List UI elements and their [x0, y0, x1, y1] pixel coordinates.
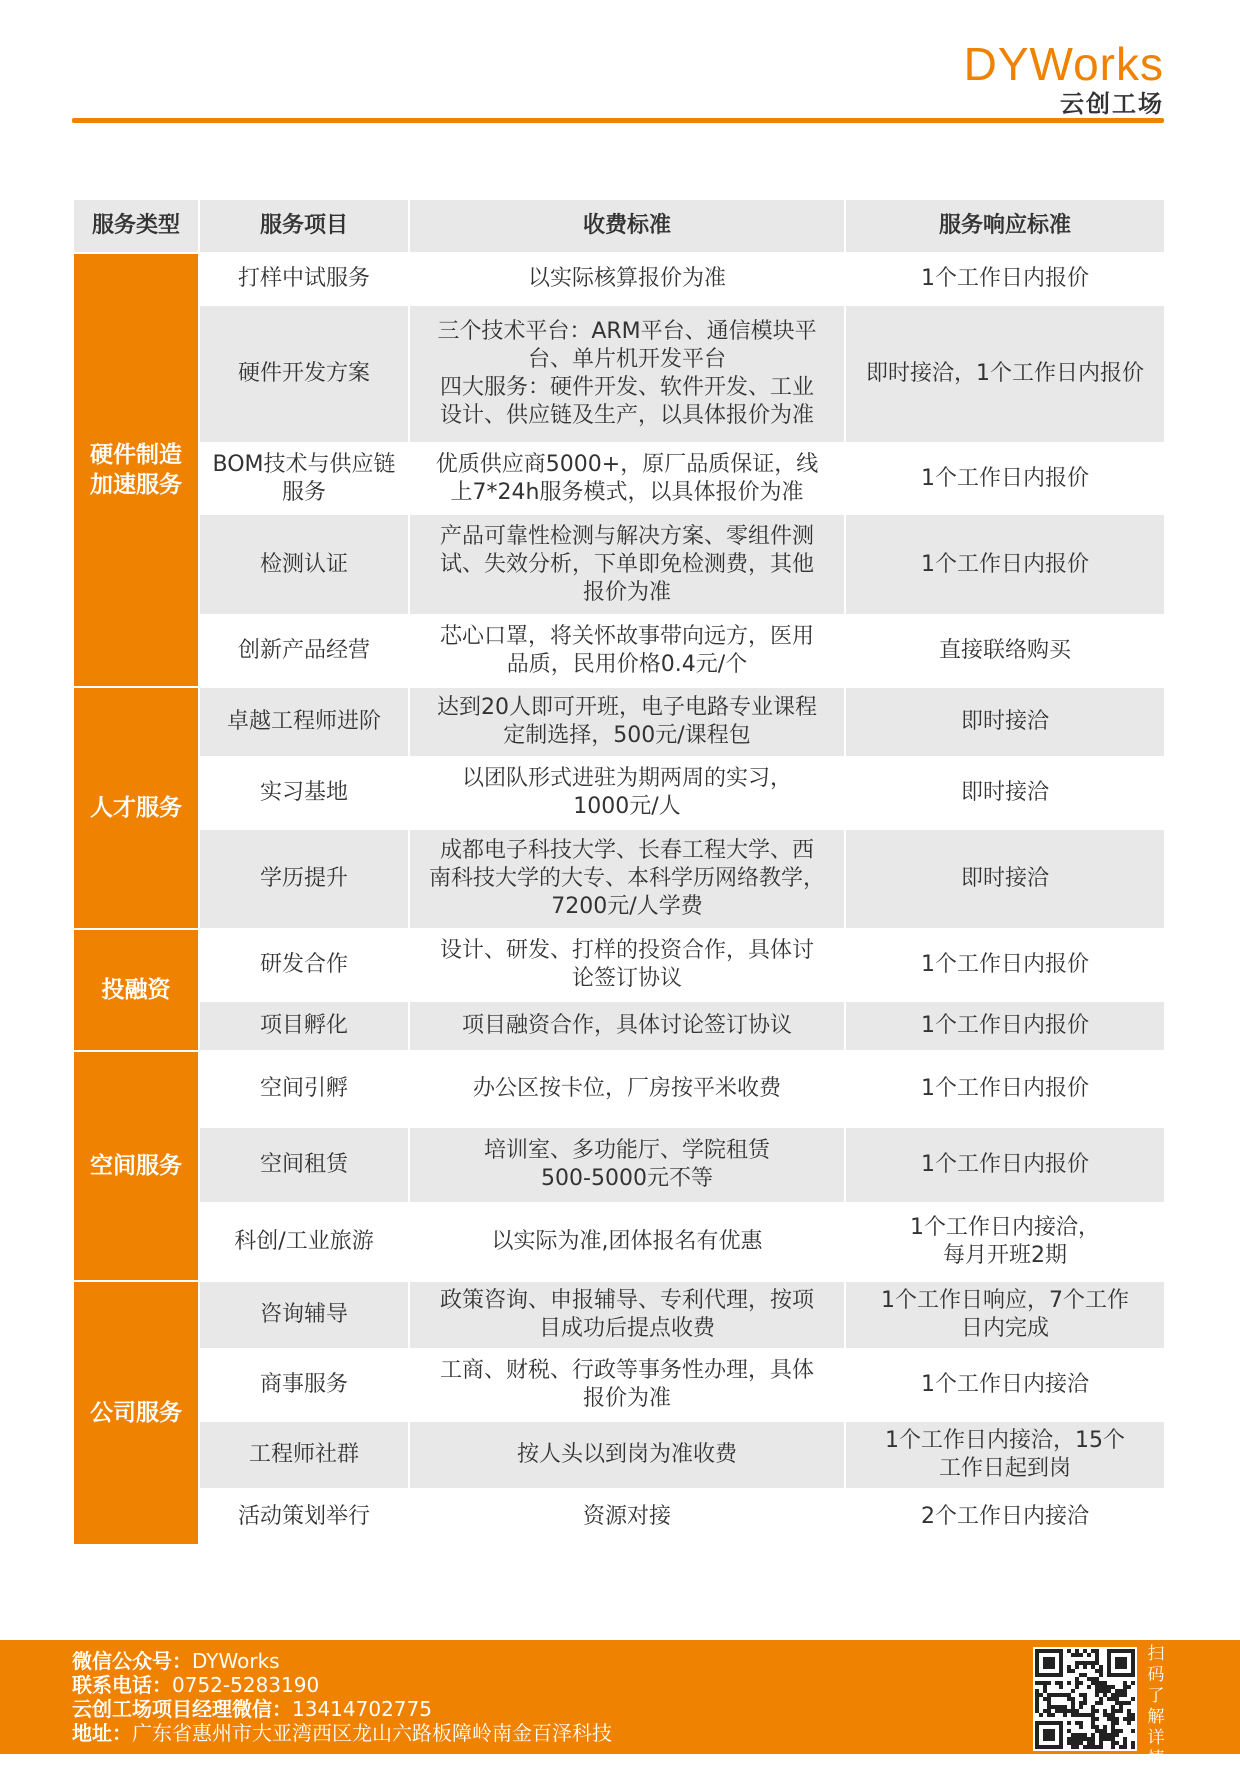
category-hardware: 硬件制造 加速服务 — [73, 253, 199, 687]
category-talent: 人才服务 — [73, 687, 199, 929]
response-standard: 1个工作日内接洽 — [845, 1349, 1165, 1421]
service-item: 学历提升 — [199, 829, 409, 929]
service-item: 空间引孵 — [199, 1051, 409, 1127]
response-standard: 1个工作日内报价 — [845, 929, 1165, 1001]
response-standard: 1个工作日响应，7个工作 日内完成 — [845, 1281, 1165, 1349]
category-space: 空间服务 — [73, 1051, 199, 1281]
service-item: 检测认证 — [199, 514, 409, 615]
category-company: 公司服务 — [73, 1281, 199, 1545]
fee-standard: 办公区按卡位，厂房按平米收费 — [409, 1051, 845, 1127]
category-investment: 投融资 — [73, 929, 199, 1051]
table-row — [73, 1421, 1165, 1489]
table-row — [73, 757, 1165, 829]
response-standard: 2个工作日内接洽 — [845, 1489, 1165, 1545]
contact-info — [72, 1649, 612, 1745]
header-service-type: 服务类型 — [73, 199, 199, 253]
table-row — [73, 1051, 1165, 1127]
service-item: 科创/工业旅游 — [199, 1203, 409, 1281]
response-standard: 直接联络购买 — [845, 615, 1165, 687]
service-item: 工程师社群 — [199, 1421, 409, 1489]
scan-caption: 扫码了解详情 — [1147, 1644, 1165, 1769]
service-item: 活动策划举行 — [199, 1489, 409, 1545]
fee-standard: 达到20人即可开班，电子电路专业课程 定制选择，500元/课程包 — [409, 687, 845, 757]
fee-standard: 工商、财税、行政等事务性办理，具体 报价为准 — [409, 1349, 845, 1421]
service-price-table — [72, 198, 1166, 1546]
table-row — [73, 443, 1165, 514]
fee-standard: 以实际核算报价为准 — [409, 253, 845, 305]
table-row — [73, 1127, 1165, 1203]
response-standard: 即时接洽 — [845, 757, 1165, 829]
response-standard: 1个工作日内接洽，15个 工作日起到岗 — [845, 1421, 1165, 1489]
table-row — [73, 929, 1165, 1001]
response-standard: 1个工作日内报价 — [845, 1127, 1165, 1203]
table-row — [73, 253, 1165, 305]
header-service-item: 服务项目 — [199, 199, 409, 253]
response-standard: 即时接洽 — [845, 829, 1165, 929]
service-item: 项目孵化 — [199, 1001, 409, 1051]
table-row — [73, 1281, 1165, 1349]
response-standard: 1个工作日内报价 — [845, 514, 1165, 615]
logo-wordmark: DYWorks — [963, 38, 1164, 90]
fee-standard: 项目融资合作，具体讨论签订协议 — [409, 1001, 845, 1051]
response-standard: 1个工作日内接洽， 每月开班2期 — [845, 1203, 1165, 1281]
brand-logo — [964, 38, 1164, 118]
fee-standard: 政策咨询、申报辅导、专利代理，按项 目成功后提点收费 — [409, 1281, 845, 1349]
footer-contact-bar — [0, 1640, 1240, 1769]
fee-standard: 资源对接 — [409, 1489, 845, 1545]
table-row — [73, 1203, 1165, 1281]
response-standard: 1个工作日内报价 — [845, 1051, 1165, 1127]
table-row — [73, 1349, 1165, 1421]
fee-standard: 产品可靠性检测与解决方案、零组件测 试、失效分析，下单即免检测费，其他 报价为准 — [409, 514, 845, 615]
service-item: 硬件开发方案 — [199, 305, 409, 443]
fee-standard: 三个技术平台：ARM平台、通信模块平 台、单片机开发平台 四大服务：硬件开发、软件开发、工业 设计、供应链及生产，以具体报价为准 — [409, 305, 845, 443]
table-row — [73, 829, 1165, 929]
fee-standard: 设计、研发、打样的投资合作，具体讨 论签订协议 — [409, 929, 845, 1001]
fee-standard: 成都电子科技大学、长春工程大学、西 南科技大学的大专、本科学历网络教学， 7200元/人学费 — [409, 829, 845, 929]
service-item: 实习基地 — [199, 757, 409, 829]
table-row — [73, 305, 1165, 443]
address-line: 地址：广东省惠州市大亚湾西区龙山六路板障岭南金百泽科技 — [72, 1721, 612, 1745]
service-item: 空间租赁 — [199, 1127, 409, 1203]
table-header-row — [73, 199, 1165, 253]
response-standard: 即时接洽，1个工作日内报价 — [845, 305, 1165, 443]
fee-standard: 以实际为准,团体报名有优惠 — [409, 1203, 845, 1281]
table-row — [73, 615, 1165, 687]
response-standard: 1个工作日内报价 — [845, 1001, 1165, 1051]
fee-standard: 培训室、多功能厅、学院租赁 500-5000元不等 — [409, 1127, 845, 1203]
logo-subtitle: 云创工场 — [1060, 90, 1164, 118]
qr-code-icon — [1033, 1647, 1137, 1751]
response-standard: 1个工作日内报价 — [845, 443, 1165, 514]
fee-standard: 优质供应商5000+，原厂品质保证，线 上7*24h服务模式，以具体报价为准 — [409, 443, 845, 514]
wechat-account-line: 微信公众号：DYWorks — [72, 1649, 280, 1673]
service-item: BOM技术与供应链 服务 — [199, 443, 409, 514]
service-item: 卓越工程师进阶 — [199, 687, 409, 757]
table-row — [73, 687, 1165, 757]
fee-standard: 芯心口罩，将关怀故事带向远方，医用 品质，民用价格0.4元/个 — [409, 615, 845, 687]
service-item: 研发合作 — [199, 929, 409, 1001]
response-standard: 即时接洽 — [845, 687, 1165, 757]
service-item: 创新产品经营 — [199, 615, 409, 687]
service-item: 打样中试服务 — [199, 253, 409, 305]
response-standard: 1个工作日内报价 — [845, 253, 1165, 305]
fee-standard: 按人头以到岗为准收费 — [409, 1421, 845, 1489]
header-divider — [72, 118, 1164, 123]
service-item: 咨询辅导 — [199, 1281, 409, 1349]
manager-wechat-line: 云创工场项目经理微信：13414702775 — [72, 1697, 432, 1721]
phone-line: 联系电话：0752-5283190 — [72, 1673, 320, 1697]
table-row — [73, 1001, 1165, 1051]
header-fee-standard: 收费标准 — [409, 199, 845, 253]
fee-standard: 以团队形式进驻为期两周的实习， 1000元/人 — [409, 757, 845, 829]
service-item: 商事服务 — [199, 1349, 409, 1421]
table-row — [73, 514, 1165, 615]
header-response-standard: 服务响应标准 — [845, 199, 1165, 253]
table-row — [73, 1489, 1165, 1545]
